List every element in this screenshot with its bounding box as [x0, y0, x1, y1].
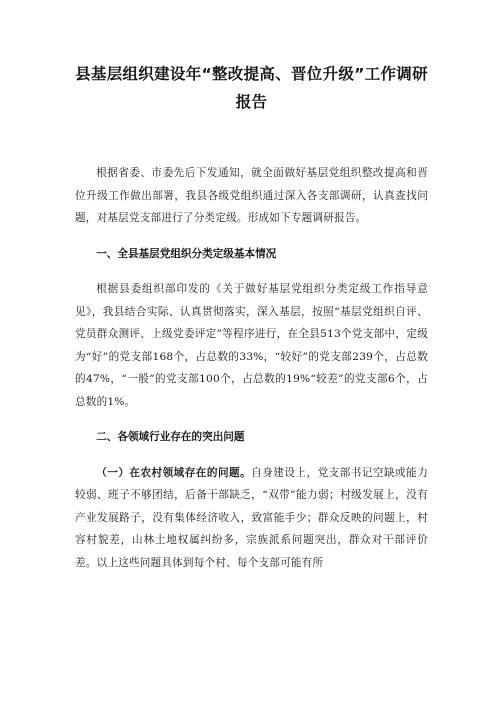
document-body [75, 162, 428, 574]
section-2-lead: （一）在农村领域存在的问题。 [96, 466, 252, 479]
title-line-2: 报告 [235, 93, 268, 111]
section-1-heading: 一、全县基层党组织分类定级基本情况 [96, 247, 277, 260]
section-2-heading: 二、各领域行业存在的突出问题 [96, 431, 245, 443]
section-2-paragraph [75, 462, 428, 575]
document-title [75, 60, 428, 116]
section-1-paragraph: 根据县委组织部印发的《关于做好基层党组织分类定级工作指导意见》，我县结合实际、认真贯彻落实，深入基层，按照“基层党组织自评、党员群众测评、上级党委评定”等程序进行，在全县513个党支部中，定级为“好”的党支部168个，占总数的33%，“较好”的党支部239个，占总数的47%，“一般”的党支部100个，占总数的19%“较差”的党支部6个，占总数的1%。 [75, 283, 428, 408]
intro-paragraph: 根据省委、市委先后下发通知，就全面做好基层党组织整改提高和晋位升级工作做出部署，我县各级党组织通过深入各支部调研，认真查找问题，对基层党支部进行了分类定级。形成如下专题调研报告。 [75, 167, 428, 224]
title-line-1: 县基层组织建设年“整改提高、晋位升级”工作调研 [75, 65, 428, 83]
section-2-text: 自身建设上，党支部书记空缺或能力较弱、班子不够团结，后备干部缺乏，“双带”能力弱；村级发展上，没有产业发展路子，没有集体经济收入，致富能手少；群众反映的问题上，村容村貌差，山林土地权属纠纷多，宗族派系问题突出，群众对干部评价差。以上这些问题具体到每个村、每个支部可能有所 [75, 466, 428, 569]
